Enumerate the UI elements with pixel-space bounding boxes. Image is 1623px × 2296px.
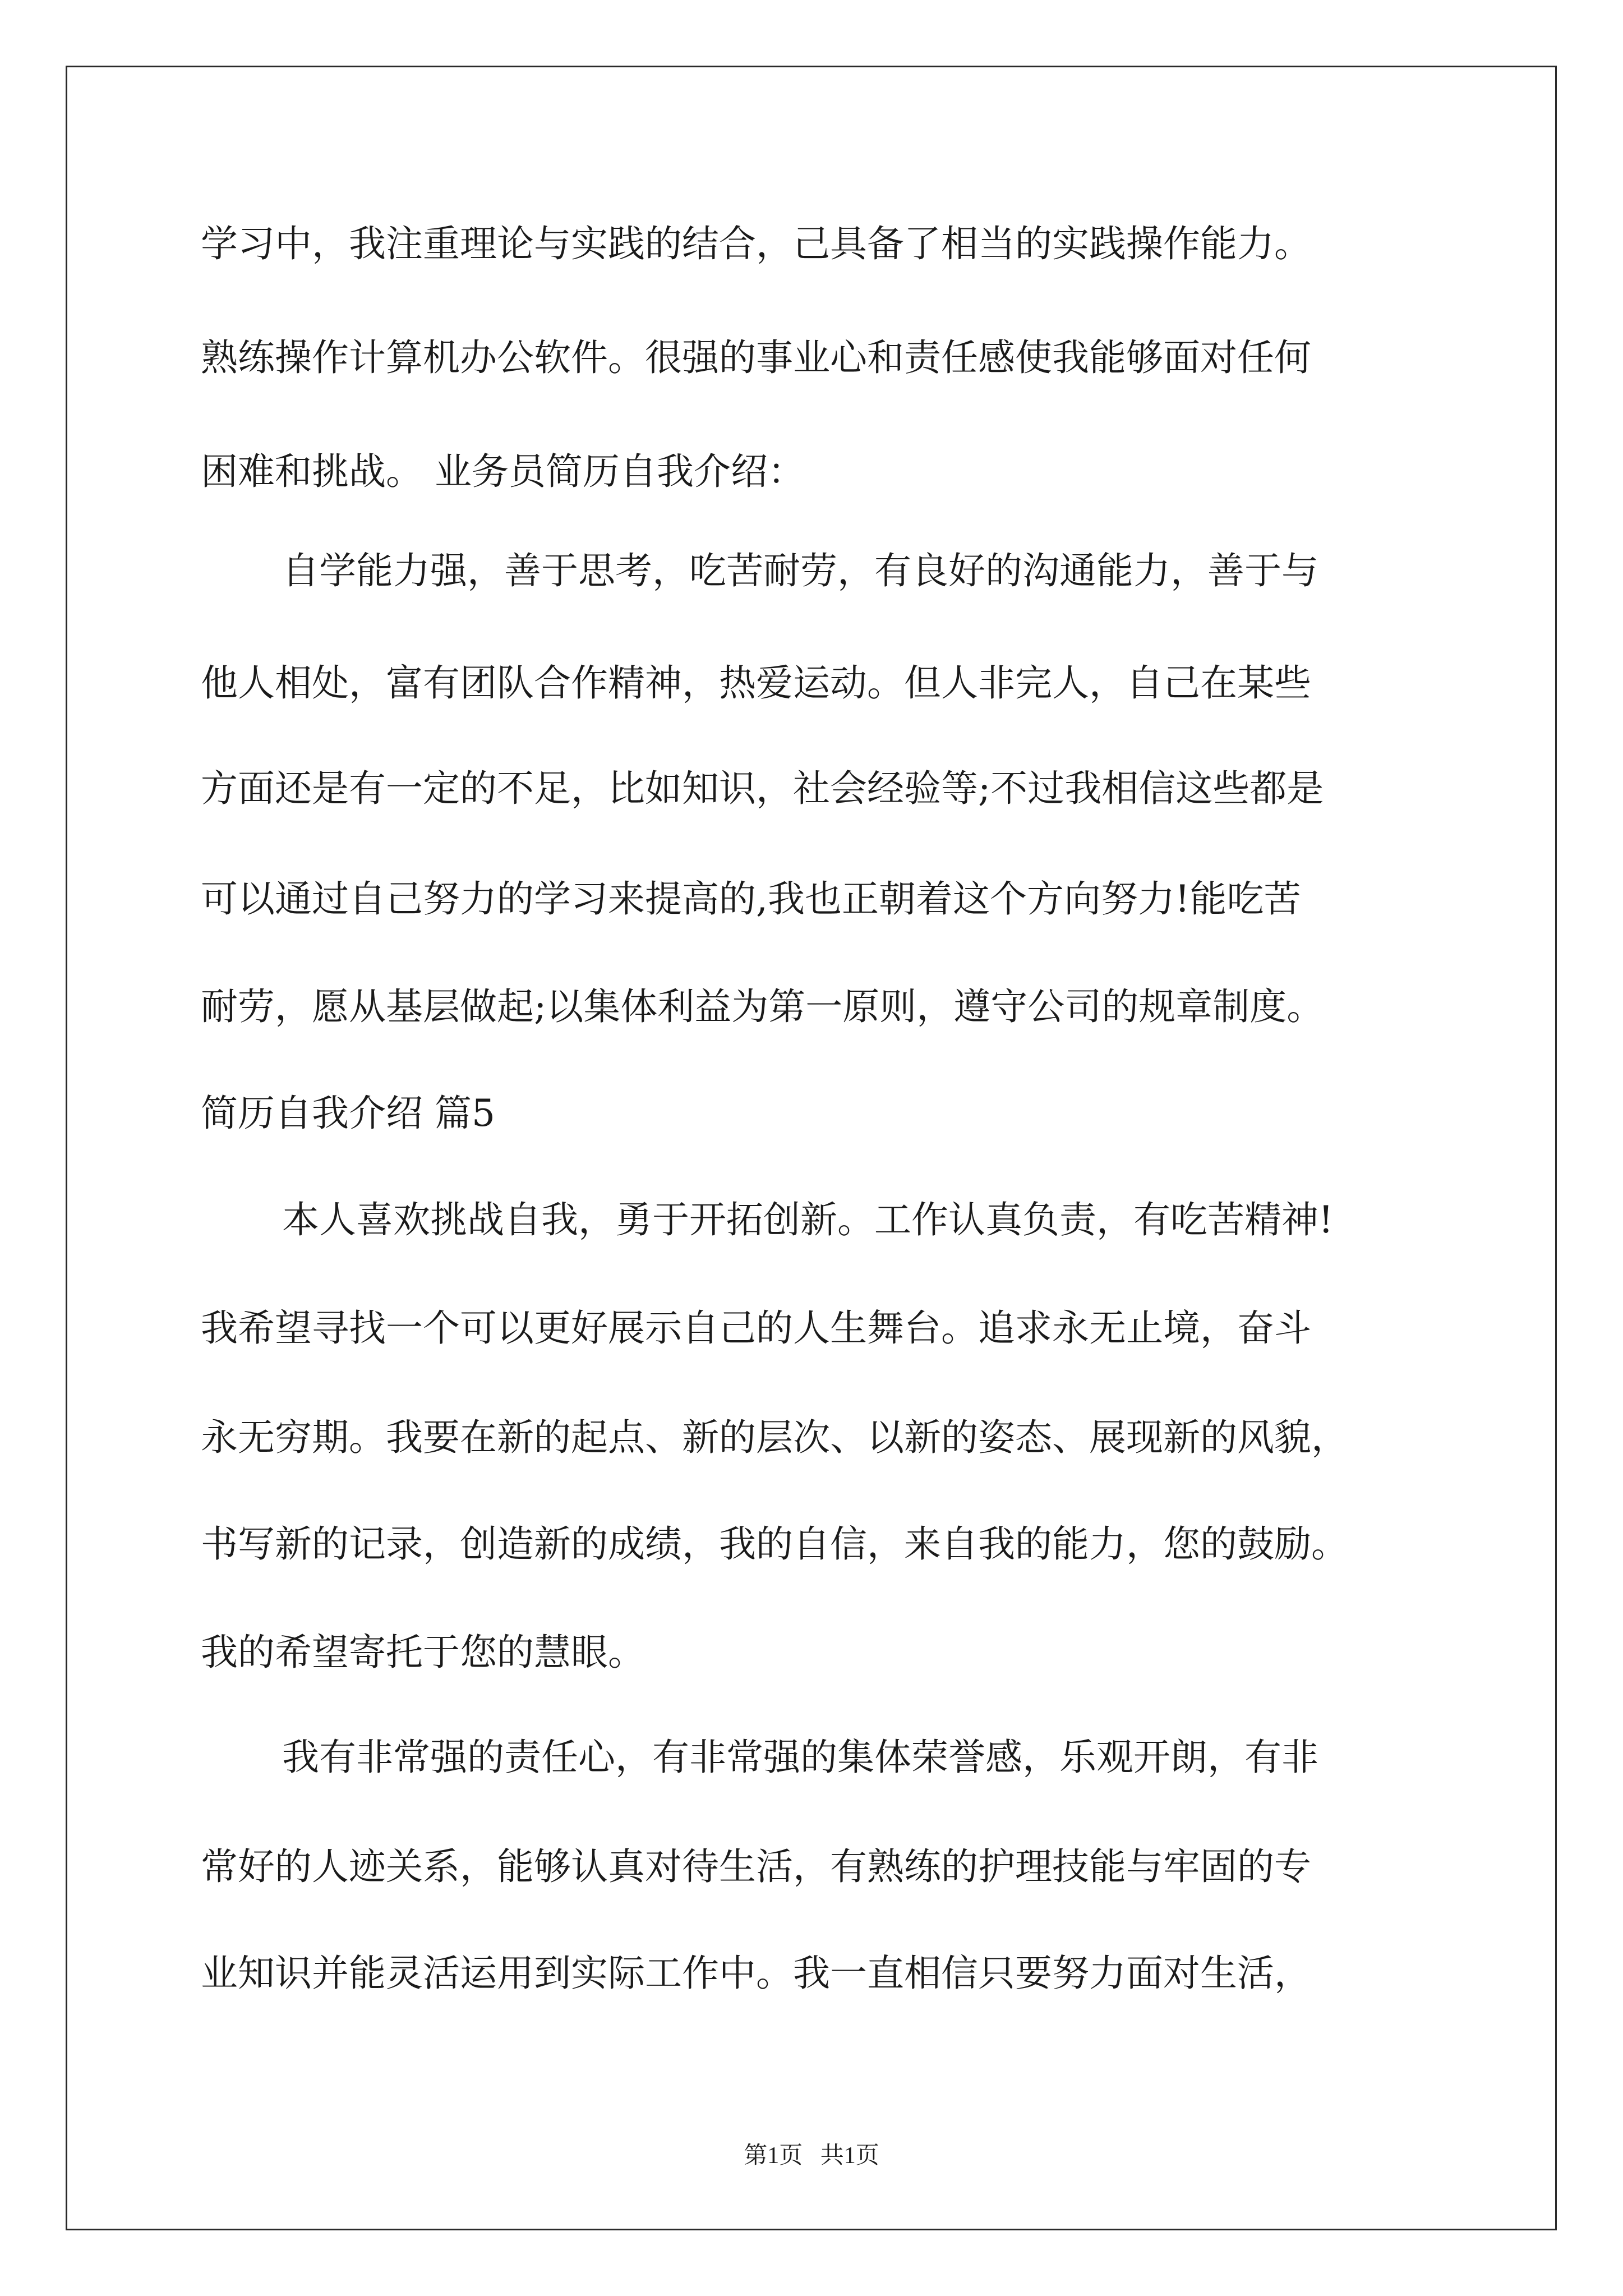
body-line: 困难和挑战。 业务员简历自我介绍： [201,450,805,493]
paragraph-first-line: 自学能力强，善于思考，吃苦耐劳，有良好的沟通能力，善于与 [282,549,1318,592]
body-line: 业知识并能灵活运用到实际工作中。我一直相信只要努力面对生活， [201,1952,1311,1995]
body-line: 我的希望寄托于您的慧眼。 [201,1631,645,1674]
body-line: 常好的人迹关系，能够认真对待生活，有熟练的护理技能与牢固的专 [201,1845,1311,1888]
page-border [66,66,1557,2230]
body-line: 学习中，我注重理论与实践的结合，己具备了相当的实践操作能力。 [201,222,1311,265]
body-line: 我希望寻找一个可以更好展示自己的人生舞台。追求永无止境，奋斗 [201,1306,1311,1350]
body-line: 永无穷期。我要在新的起点、新的层次、以新的姿态、展现新的风貌， [201,1416,1348,1459]
body-line: 方面还是有一定的不足，比如知识，社会经验等;不过我相信这些都是 [201,767,1324,810]
body-line: 可以通过自己努力的学习来提高的,我也正朝着这个方向努力!能吃苦 [201,877,1301,921]
section-heading: 简历自我介绍 篇5 [201,1092,495,1135]
page-number: 第1页 共1页 [744,2143,879,2169]
body-line: 熟练操作计算机办公软件。很强的事业心和责任感使我能够面对任何 [201,336,1311,379]
paragraph-first-line: 我有非常强的责任心，有非常强的集体荣誉感，乐观开朗，有非 [282,1736,1318,1779]
body-line: 他人相处，富有团队合作精神，热爱运动。但人非完人，自己在某些 [201,661,1311,705]
body-line: 耐劳，愿从基层做起;以集体利益为第一原则，遵守公司的规章制度。 [201,985,1324,1028]
paragraph-first-line: 本人喜欢挑战自我，勇于开拓创新。工作认真负责，有吃苦精神! [282,1198,1334,1241]
body-line: 书写新的记录，创造新的成绩，我的自信，来自我的能力，您的鼓励。 [201,1522,1348,1566]
